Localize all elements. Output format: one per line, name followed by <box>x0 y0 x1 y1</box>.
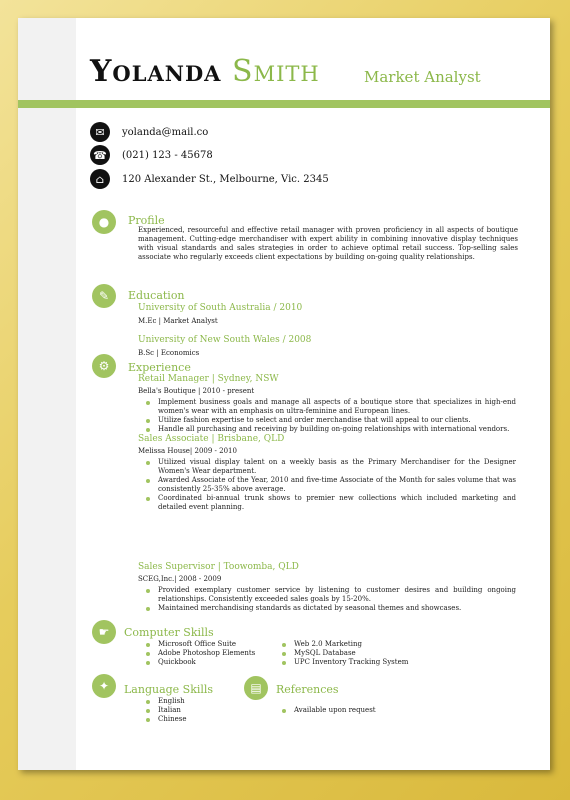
references-list <box>280 706 480 715</box>
job-bullets <box>144 398 516 434</box>
job-bullet: Implement business goals and manage all aspects of a boutique store that specializes in high-end women's wear with an emphasis on ultra-feminine and European lines. <box>144 398 516 416</box>
computer-skills-right <box>280 640 480 667</box>
contact-phone <box>90 145 213 165</box>
experience-title: Experience <box>128 361 191 374</box>
job-bullet: Coordinated bi-annual trunk shows to premier new collections which included marketing and detailed event planning. <box>144 494 516 512</box>
skill-item: Quickbook <box>144 658 284 667</box>
skill-item: Web 2.0 Marketing <box>280 640 480 649</box>
references-title: References <box>276 683 339 696</box>
language-list <box>144 697 264 724</box>
skill-item: Adobe Photoshop Elements <box>144 649 284 658</box>
job-title: Market Analyst <box>364 68 481 86</box>
skill-item: MySQL Database <box>280 649 480 658</box>
language-item: English <box>144 697 264 706</box>
education-degree: B.Sc | Economics <box>138 349 200 357</box>
lightbulb-icon: ✦ <box>92 674 116 698</box>
job-bullets <box>144 586 516 613</box>
job-bullet: Utilized visual display talent on a weekly basis as the Primary Merchandiser for the Designer Women's Wear department. <box>144 458 516 476</box>
phone-text: (021) 123 - 45678 <box>122 149 213 161</box>
language-item: Italian <box>144 706 264 715</box>
profile-title: Profile <box>128 214 165 227</box>
language-skills-title: Language Skills <box>124 683 214 696</box>
computer-skills-title: Computer Skills <box>124 626 214 639</box>
email-text: yolanda@mail.co <box>122 126 209 138</box>
skill-item: UPC Inventory Tracking System <box>280 658 480 667</box>
job-bullets <box>144 458 516 512</box>
job-bullet: Utilize fashion expertise to select and order merchandise that will appeal to our clients. <box>144 416 516 425</box>
gears-icon: ⚙ <box>92 354 116 378</box>
job-meta: Melissa House| 2009 - 2010 <box>138 447 237 455</box>
phone-icon: ☎ <box>90 145 110 165</box>
first-name: Yolanda <box>90 54 222 89</box>
resume-page <box>18 18 550 770</box>
document-icon: ▤ <box>244 676 268 700</box>
education-degree: M.Ec | Market Analyst <box>138 317 218 325</box>
side-strip <box>18 18 76 770</box>
language-item: Chinese <box>144 715 264 724</box>
contact-address <box>90 169 329 189</box>
skill-item: Microsoft Office Suite <box>144 640 284 649</box>
education-school: University of South Australia / 2010 <box>138 303 303 313</box>
header-rule <box>18 100 550 108</box>
person-icon: ● <box>92 210 116 234</box>
computer-skills-left <box>144 640 284 667</box>
education-title: Education <box>128 289 185 302</box>
job-role: Sales Supervisor | Toowomba, QLD <box>138 562 299 572</box>
last-name: Smith <box>232 54 320 89</box>
job-bullet: Maintained merchandising standards as dictated by seasonal themes and showcases. <box>144 604 516 613</box>
address-text: 120 Alexander St., Melbourne, Vic. 2345 <box>122 173 329 185</box>
job-bullet: Handle all purchasing and receiving by building on-going relationships with international vendors. <box>144 425 516 434</box>
job-bullet: Awarded Associate of the Year, 2010 and five-time Associate of the Month for sales volume that was consistently 25-35% above average. <box>144 476 516 494</box>
contact-email <box>90 122 208 142</box>
job-bullet: Provided exemplary customer service by listening to customer desires and building ongoing relationships. Consistently exceeded sales goals by 15-20%. <box>144 586 516 604</box>
home-icon: ⌂ <box>90 169 110 189</box>
job-meta: Bella's Boutique | 2010 - present <box>138 387 255 395</box>
profile-text: Experienced, resourceful and effective retail manager with proven proficiency in all aspects of boutique management. Cutting-edge merchandiser with expert ability in combining innovative display techniques with visual standards and sales strategies in order to achieve optimal retail success. Top-selling sales associate who regularly exceeds client expectations by building on-going quality relationships. <box>138 226 518 261</box>
job-meta: SCEG,Inc.| 2008 - 2009 <box>138 575 222 583</box>
pen-icon: ✎ <box>92 284 116 308</box>
candidate-name <box>90 54 320 89</box>
hand-icon: ☛ <box>92 620 116 644</box>
job-role: Sales Associate | Brisbane, QLD <box>138 434 285 444</box>
education-school: University of New South Wales / 2008 <box>138 335 312 345</box>
reference-item: Available upon request <box>280 706 480 715</box>
envelope-icon: ✉ <box>90 122 110 142</box>
job-role: Retail Manager | Sydney, NSW <box>138 374 279 384</box>
